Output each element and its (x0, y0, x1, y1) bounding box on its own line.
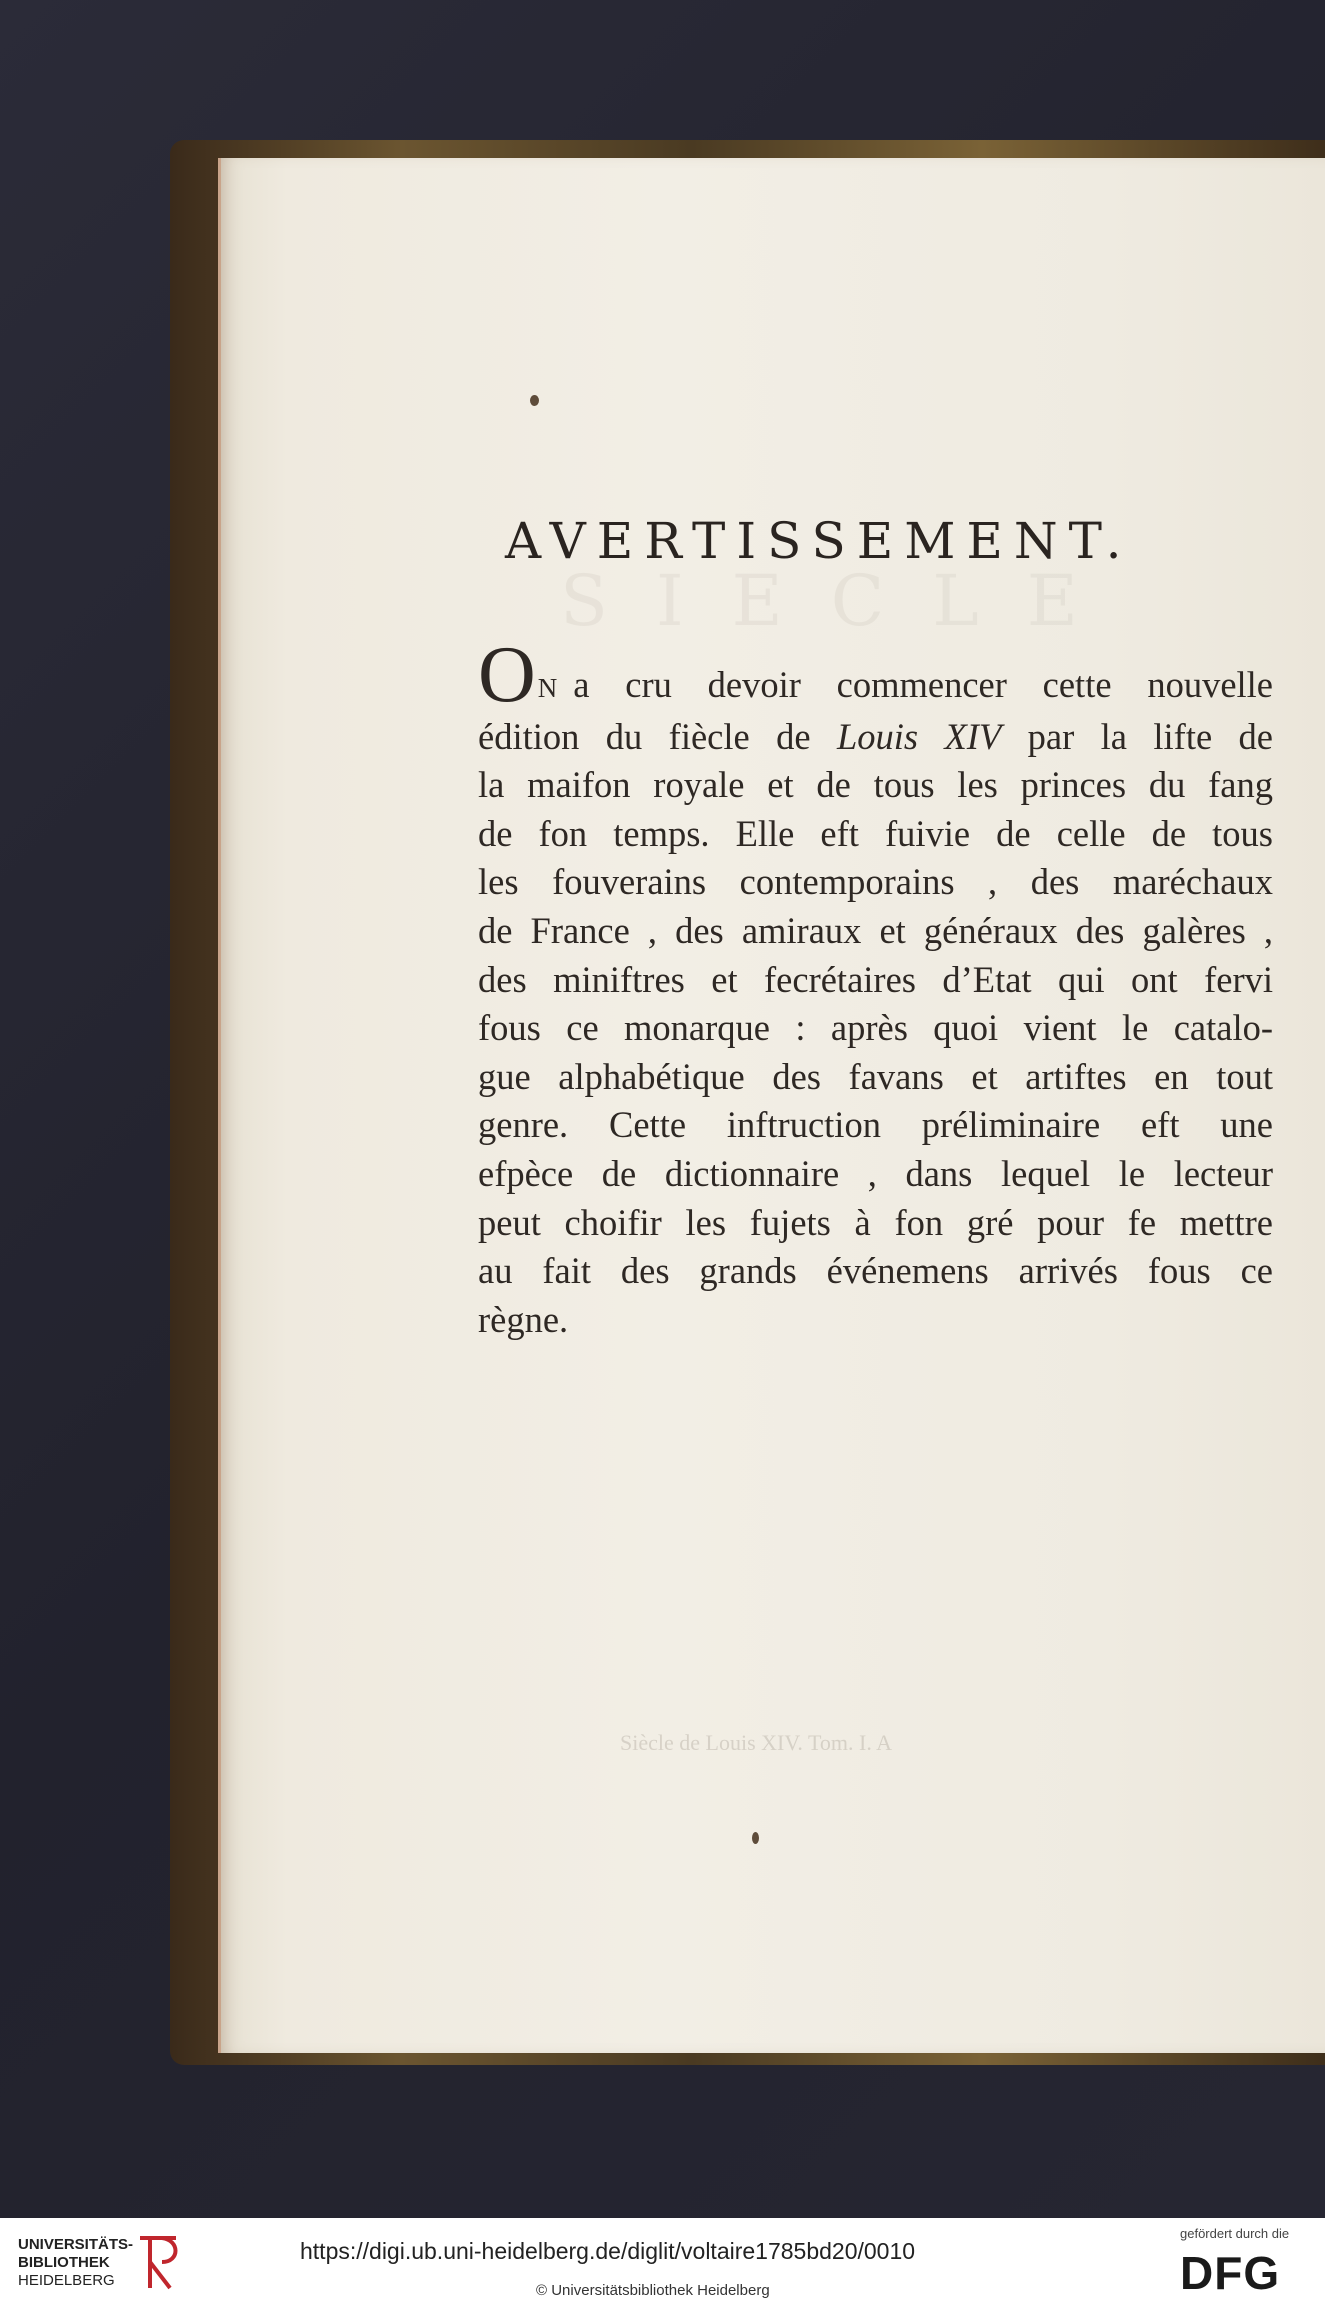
text-line: des miniftres et fecrétaires d’Etat qui ont fervi (478, 958, 1273, 1000)
text-line: peut choifir les fujets à fon gré pour fe mettre (478, 1201, 1273, 1243)
text-line: au fait des grands événemens arrivés fous ce (478, 1250, 1273, 1292)
text-line: édition du fiècle de Louis XIV par la lifte de (478, 715, 1274, 757)
text-line: de France , des amiraux et généraux des galères , (478, 909, 1273, 951)
show-through-text: SIECLE (560, 560, 1126, 642)
text-line: la maifon royale et de tous les princes du fang (478, 764, 1273, 806)
italic-name: Louis XIV (836, 715, 1002, 757)
text-line: de fon temps. Elle eft fuivie de celle de tous (478, 812, 1273, 854)
dfg-logo[interactable]: DFG (1180, 2247, 1281, 2299)
text-line: gue alphabétique des favans et artiftes en tout (478, 1055, 1273, 1097)
small-caps: N (537, 673, 558, 703)
viewer-footer (0, 2218, 1325, 2310)
text-line: efpèce de dictionnaire , dans lequel le lecteur (478, 1152, 1273, 1194)
document-url-link[interactable]: https://digi.ub.uni-heidelberg.de/diglit/voltaire1785bd20/0010 (300, 2238, 916, 2264)
body-paragraph (478, 631, 1274, 1344)
copyright-notice: © Universitätsbibliothek Heidelberg (536, 2282, 770, 2299)
text-line: ON a cru devoir commencer cette nouvelle (478, 631, 1273, 719)
text-line: règne. (478, 1298, 569, 1340)
paper-spot (530, 395, 539, 406)
library-logo[interactable]: UNIVERSITÄTS- BIBLIOTHEK HEIDELBERG (18, 2236, 134, 2289)
library-emblem-icon (136, 2232, 184, 2294)
text-line: fous ce monarque : après quoi vient le catalo- (478, 1007, 1273, 1049)
text-line: les fouverains contemporains , des maréchaux (478, 861, 1273, 903)
drop-cap: O (478, 631, 536, 719)
show-through-signature: Siècle de Louis XIV. Tom. I. A (620, 1730, 893, 1755)
funding-note: gefördert durch die (1180, 2226, 1290, 2241)
paper-spot (752, 1832, 759, 1844)
page-title: AVERTISSEMENT. (505, 511, 1133, 570)
text-line: genre. Cette inftruction préliminaire eft une (478, 1104, 1273, 1146)
